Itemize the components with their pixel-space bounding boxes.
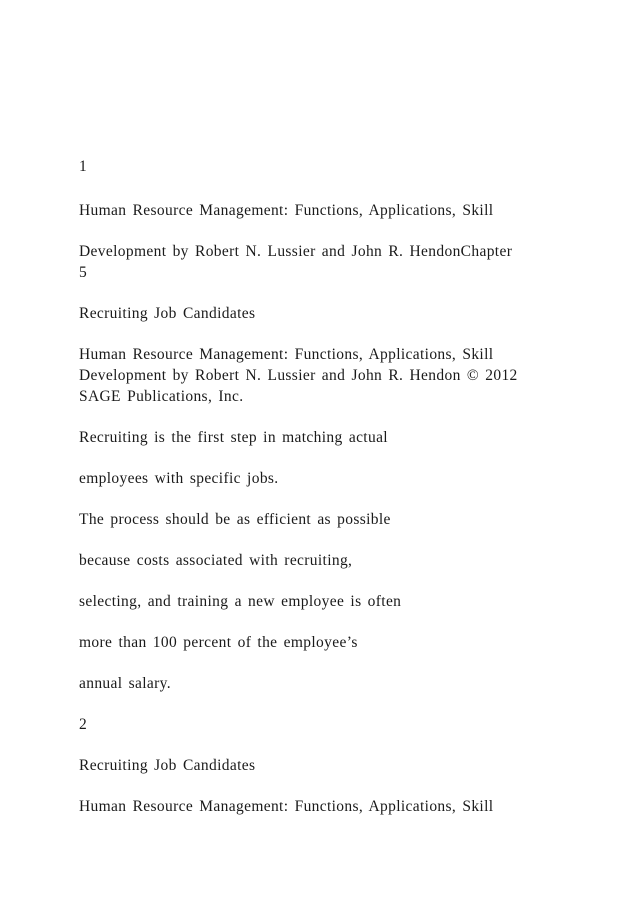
- text-line: annual salary.: [79, 675, 171, 692]
- slide-title: Recruiting Job Candidates: [79, 757, 256, 774]
- text-line: The process should be as efficient as possible: [79, 511, 391, 528]
- text-line: Recruiting is the first step in matching actual: [79, 429, 388, 446]
- text-line: selecting, and training a new employee is often: [79, 593, 402, 610]
- slide-title: Recruiting Job Candidates: [79, 305, 256, 322]
- text-line: Development by Robert N. Lussier and John R. Hendon © 2012: [79, 367, 518, 384]
- text-line: Human Resource Management: Functions, Applications, Skill: [79, 798, 494, 815]
- text-line: SAGE Publications, Inc.: [79, 388, 244, 405]
- text-line: because costs associated with recruiting,: [79, 552, 353, 569]
- text-line: Human Resource Management: Functions, Applications, Skill: [79, 346, 494, 363]
- page-number: 1: [79, 158, 88, 175]
- text-line: employees with specific jobs.: [79, 470, 279, 487]
- text-line: 5: [79, 264, 88, 281]
- text-line: Development by Robert N. Lussier and John R. HendonChapter: [79, 243, 513, 260]
- page-number: 2: [79, 716, 88, 733]
- text-line: more than 100 percent of the employee’s: [79, 634, 358, 651]
- text-line: Human Resource Management: Functions, Applications, Skill: [79, 202, 494, 219]
